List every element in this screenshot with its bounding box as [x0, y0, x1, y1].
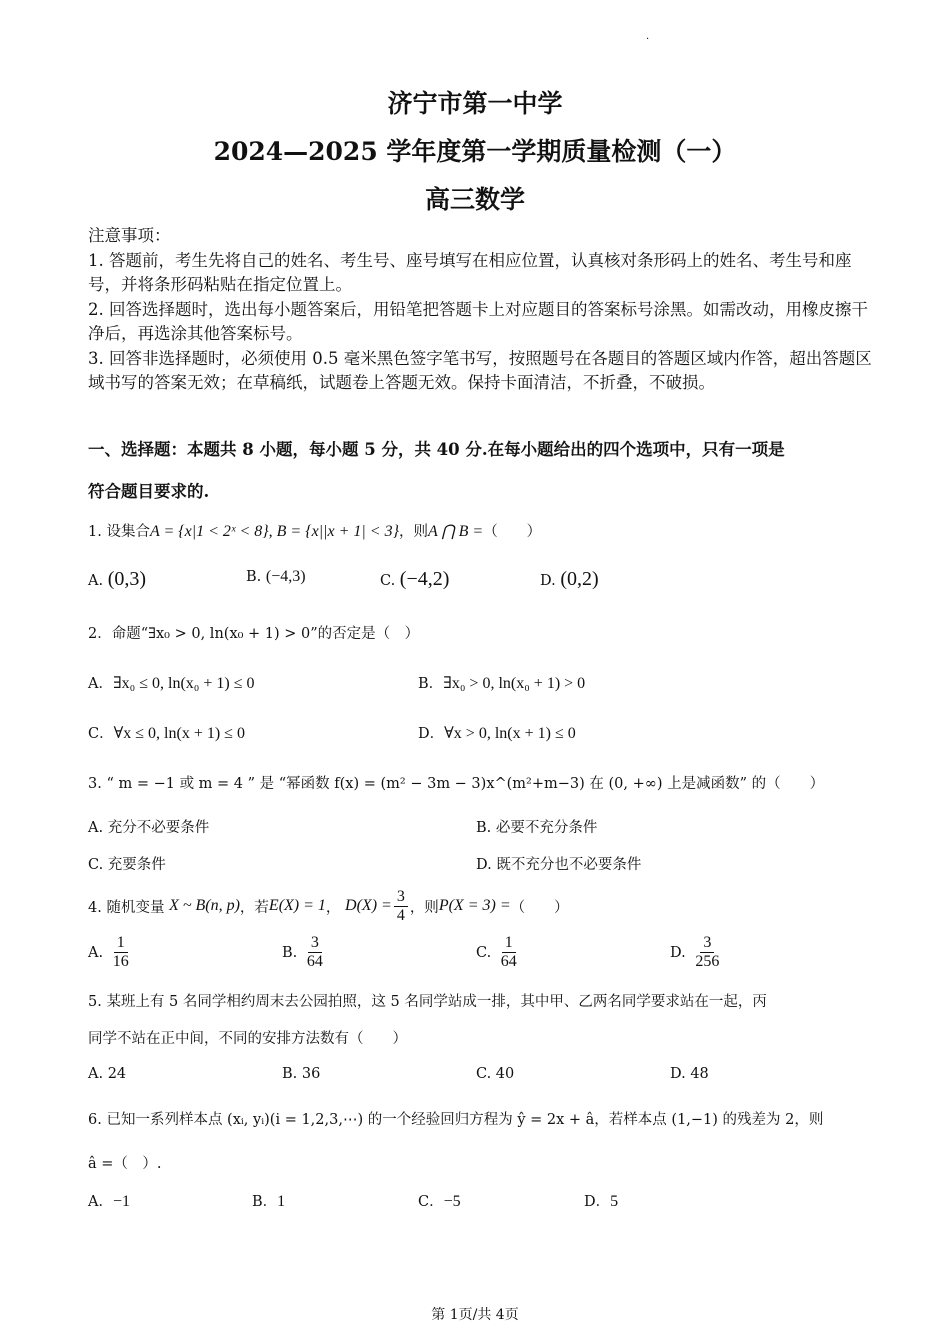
header-dot: ·: [646, 34, 650, 45]
section-heading-line2: 符合题目要求的.: [88, 482, 210, 501]
question-6-line2: â =（ ）.: [88, 1156, 162, 1172]
page-footer: 第 1页/共 4页: [431, 1307, 519, 1323]
notice-item-3: 3. 回答非选择题时，必须使用 0.5 毫米黑色签字笔书写，按照题号在各题目的答题区域内作答，超出答题区域书写的答案无效；在草稿纸，试题卷上答题无效。保持卡面清洁，不折叠，不破损。: [88, 348, 872, 392]
school-title: 济宁市第一中学: [387, 89, 563, 118]
question-3: 3. “ m = −1 或 m = 4 ” 是 “幂函数 f(x) = (m² − 3m − 3)x^(m²+m−3) 在 (0, +∞) 上是减函数” 的（ ）: [88, 776, 825, 792]
q6-option-a[interactable]: A．−1: [88, 1193, 131, 1210]
notice-block: [88, 224, 878, 396]
subject-title: 高三数学: [424, 185, 525, 214]
notice-item-2: 2. 回答选择题时，选出每小题答案后，用铅笔把答题卡上对应题目的答案标号涂黑。如需改动，用橡皮擦干净后，再选涂其他答案标号。: [88, 299, 868, 343]
q1-intersection: A ⋂ B =: [428, 523, 484, 540]
q1-option-c[interactable]: C. (−4,2): [380, 568, 450, 590]
q4-dx-fraction: $\frac{3}{4}$: [394, 888, 408, 925]
exam-title: 2024—2025 学年度第一学期质量检测（一）: [213, 137, 737, 166]
q5-option-d[interactable]: D. 48: [670, 1066, 709, 1082]
q1-sets: A = {x|1 < 2ˣ < 8}, B = {x||x + 1| < 3}: [149, 523, 399, 540]
q5-option-c[interactable]: C. 40: [476, 1066, 515, 1082]
q3-option-b[interactable]: B. 必要不充分条件: [476, 820, 598, 836]
q6-option-d[interactable]: D．5: [584, 1193, 619, 1210]
q2-option-b[interactable]: B．∃x₀ > 0, ln(x₀ + 1) > 0: [418, 675, 586, 692]
q4-option-d[interactable]: D. $\frac{3}{256}$: [670, 934, 720, 970]
q6-option-c[interactable]: C．−5: [418, 1193, 461, 1210]
q5-option-b[interactable]: B. 36: [282, 1066, 321, 1082]
question-4: 4. 随机变量 X ~ B(n, p) ，若 E(X) = 1 ， D(X) = $\frac{3}{4}$ ，则 P(X = 3) = （ ）: [88, 887, 569, 924]
question-1: 1. 设集合A = {x|1 < 2ˣ < 8}, B = {x||x + 1| < 3}，则A ⋂ B =（ ）: [88, 523, 542, 540]
notice-heading: 注意事项：: [88, 226, 171, 245]
q1-option-b[interactable]: B. (−4,3): [246, 568, 306, 585]
q5-option-a[interactable]: A. 24: [88, 1066, 127, 1082]
q3-option-a[interactable]: A. 充分不必要条件: [88, 820, 210, 836]
q4-option-a[interactable]: A. $\frac{1}{16}$: [88, 934, 129, 970]
q3-option-c[interactable]: C. 充要条件: [88, 857, 166, 873]
section-heading-line1: 一、选择题：本题共 8 小题，每小题 5 分，共 40 分.在每小题给出的四个选项中，只有一项是: [88, 440, 785, 459]
q2-option-c[interactable]: C．∀x ≤ 0, ln(x + 1) ≤ 0: [88, 725, 245, 742]
q2-option-a[interactable]: A．∃x₀ ≤ 0, ln(x₀ + 1) ≤ 0: [88, 675, 255, 692]
q2-option-d[interactable]: D．∀x > 0, ln(x + 1) ≤ 0: [418, 725, 576, 742]
q4-option-b[interactable]: B. $\frac{3}{64}$: [282, 934, 323, 970]
q3-option-d[interactable]: D. 既不充分也不必要条件: [476, 857, 642, 873]
q4-option-c[interactable]: C. $\frac{1}{64}$: [476, 934, 517, 970]
q6-option-b[interactable]: B．1: [252, 1193, 286, 1210]
q1-option-d[interactable]: D. (0,2): [540, 568, 599, 590]
notice-item-1: 1. 答题前，考生先将自己的姓名、考生号、座号填写在相应位置，认真核对条形码上的姓名、考生号和座号，并将条形码粘贴在指定位置上。: [88, 250, 852, 294]
question-5-line1: 5. 某班上有 5 名同学相约周末去公园拍照，这 5 名同学站成一排，其中甲、乙两名同学要求站在一起，丙: [88, 994, 767, 1010]
question-6-line1: 6. 已知一系列样本点 (xᵢ, yᵢ)(i = 1,2,3,⋯) 的一个经验回归方程为 ŷ = 2x + â，若样本点 (1,−1) 的残差为 2，则: [88, 1112, 824, 1128]
q1-option-a[interactable]: A. (0,3): [88, 568, 147, 590]
question-2: 2．命题“∃x₀ > 0, ln(x₀ + 1) > 0”的否定是（ ）: [88, 626, 420, 642]
question-5-line2: 同学不站在正中间，不同的安排方法数有（ ）: [88, 1031, 407, 1047]
